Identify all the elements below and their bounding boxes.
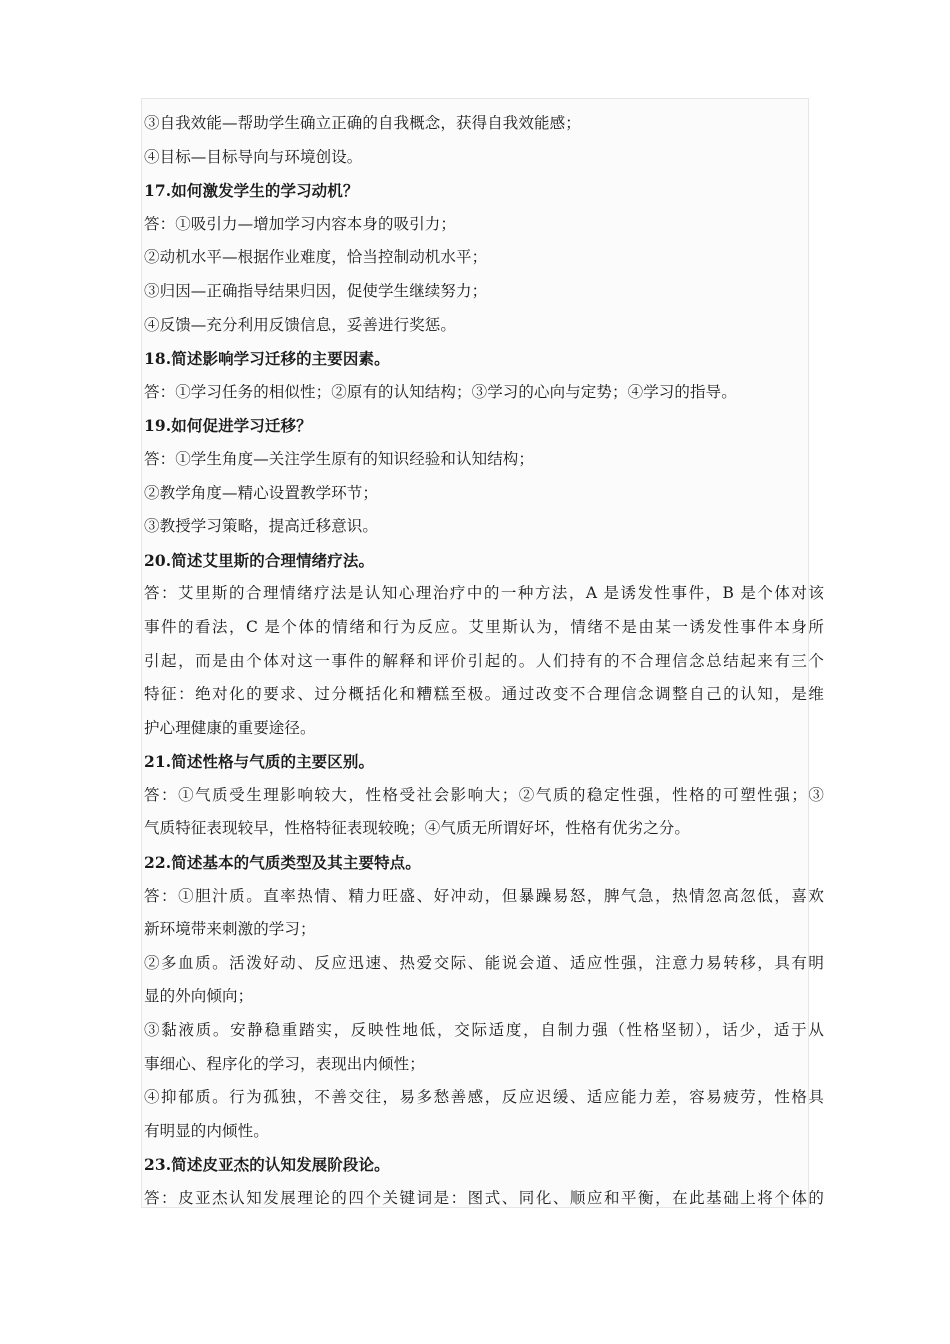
text-line: 护心理健康的重要途径。 <box>144 718 316 737</box>
text-line: ④目标—目标导向与环境创设。 <box>144 147 363 166</box>
text-line: 显的外向倾向； <box>144 987 254 1006</box>
question-heading: 17.如何激发学生的学习动机？ <box>144 181 359 201</box>
text-line: ②多血质。活泼好动、反应迅速、热爱交际、能说会道、适应性强，注意力易转移，具有明 <box>144 953 824 972</box>
text-line: 引起，而是由个体对这一事件的解释和评价引起的。人们持有的不合理信念总结起来有三个 <box>144 651 824 670</box>
question-heading: 20.简述艾里斯的合理情绪疗法。 <box>144 550 375 570</box>
document-text <box>144 107 824 1216</box>
text-line: ③黏液质。安静稳重踏实，反映性地低，交际适度，自制力强（性格坚韧），话少，适于从 <box>144 1021 824 1040</box>
text-line: ②教学角度—精心设置教学环节； <box>144 483 379 502</box>
text-line: 有明显的内倾性。 <box>144 1121 269 1140</box>
text-line: ④抑郁质。行为孤独，不善交往，易多愁善感，反应迟缓、适应能力差，容易疲劳，性格具 <box>144 1088 824 1107</box>
text-line: ③自我效能—帮助学生确立正确的自我概念，获得自我效能感； <box>144 114 581 132</box>
text-line: 气质特征表现较早，性格特征表现较晚；④气质无所谓好坏，性格有优劣之分。 <box>144 819 691 838</box>
question-heading: 19.如何促进学习迁移？ <box>144 416 312 436</box>
text-line: ②动机水平—根据作业难度，恰当控制动机水平； <box>144 248 488 267</box>
question-heading: 18.简述影响学习迁移的主要因素。 <box>144 349 390 369</box>
text-line: ③归因—正确指导结果归因，促使学生继续努力； <box>144 281 488 300</box>
text-line: 特征：绝对化的要求、过分概括化和糟糕至极。通过改变不合理信念调整自己的认知，是维 <box>144 685 824 704</box>
text-line: 答：①吸引力—增加学习内容本身的吸引力； <box>144 214 457 233</box>
text-line: 新环境带来刺激的学习； <box>144 920 316 939</box>
text-line: ④反馈—充分利用反馈信息，妥善进行奖惩。 <box>144 315 457 334</box>
text-line: 答：艾里斯的合理情绪疗法是认知心理治疗中的一种方法，A 是诱发性事件，B 是个体对该 <box>144 584 824 603</box>
text-line: 答：①胆汁质。直率热情、精力旺盛、好冲动，但暴躁易怒，脾气急，热情忽高忽低，喜欢 <box>144 886 824 905</box>
text-line: 答：皮亚杰认知发展理论的四个关键词是：图式、同化、顺应和平衡，在此基础上将个体的 <box>144 1189 824 1207</box>
question-heading: 21.简述性格与气质的主要区别。 <box>144 752 375 772</box>
text-line: 答：①学习任务的相似性；②原有的认知结构；③学习的心向与定势；④学习的指导。 <box>144 382 737 401</box>
text-line: 事件的看法，C 是个体的情绪和行为反应。艾里斯认为，情绪不是由某一诱发性事件本身所 <box>144 617 824 636</box>
question-heading: 23.简述皮亚杰的认知发展阶段论。 <box>144 1155 390 1175</box>
text-line: 答：①学生角度—关注学生原有的知识经验和认知结构； <box>144 449 535 468</box>
text-line: 答：①气质受生理影响较大，性格受社会影响大；②气质的稳定性强，性格的可塑性强；③ <box>144 785 824 804</box>
text-line: 事细心、程序化的学习，表现出内倾性； <box>144 1054 425 1073</box>
text-line: ③教授学习策略，提高迁移意识。 <box>144 517 379 536</box>
question-heading: 22.简述基本的气质类型及其主要特点。 <box>144 853 421 873</box>
